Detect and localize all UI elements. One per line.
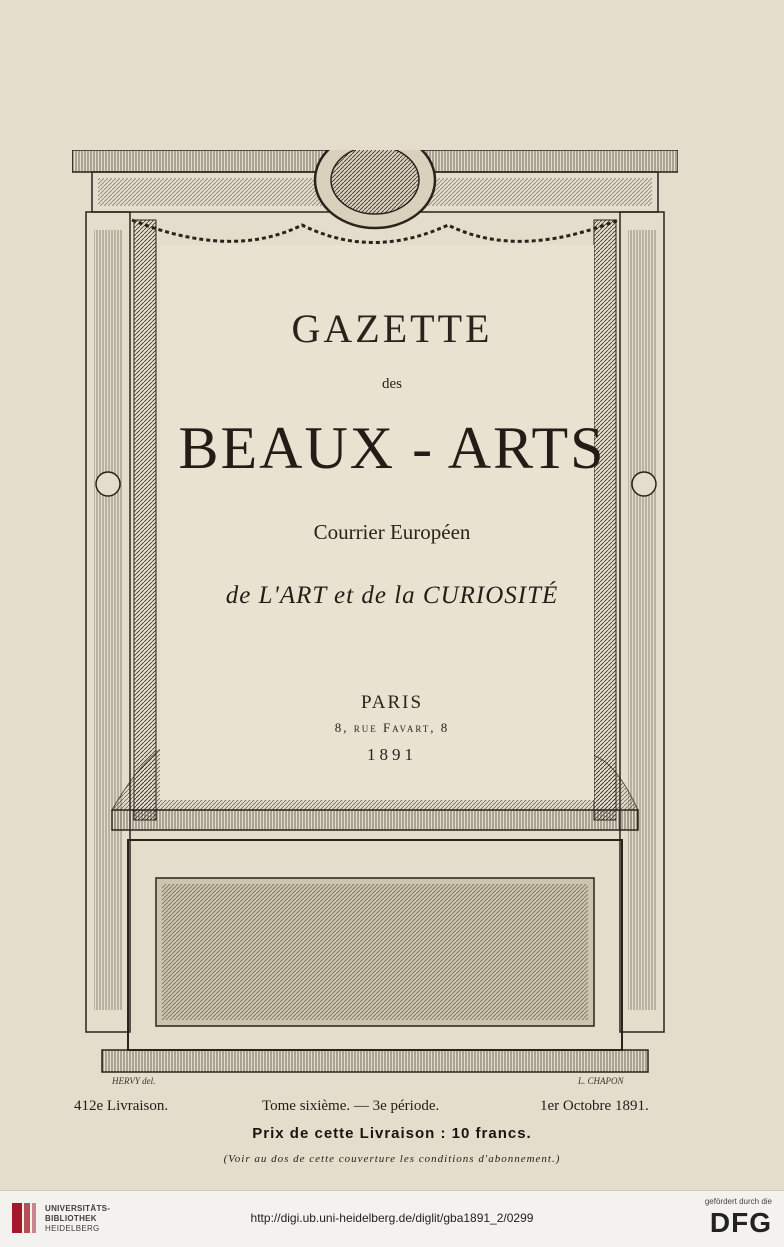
livraison-number: 412e Livraison.	[74, 1098, 169, 1114]
permalink-url[interactable]: http://digi.ub.uni-heidelberg.de/diglit/gba1891_2/0299	[250, 1211, 534, 1225]
issue-price: Prix de cette Livraison : 10 francs.	[252, 1125, 532, 1142]
dfg-funding-label: gefördert durch die	[704, 1197, 772, 1206]
artist-credit-right: L. CHAPON	[578, 1076, 624, 1086]
artist-credit-left: HERVY del.	[112, 1076, 156, 1086]
dfg-logo: DFG	[709, 1207, 772, 1238]
tome-period: Tome sixième. — 3e période.	[262, 1098, 440, 1114]
uni-name-line3: HEIDELBERG	[45, 1224, 100, 1233]
publication-year: 1891	[367, 745, 417, 764]
title-beaux-arts: BEAUX - ARTS	[178, 415, 606, 481]
issue-date: 1er Octobre 1891.	[540, 1098, 649, 1114]
uni-name-line1: UNIVERSITÄTS-	[45, 1204, 111, 1213]
publisher-city: PARIS	[360, 692, 424, 713]
subtitle-courrier: Courrier Européen	[313, 520, 471, 544]
title-gazette: GAZETTE	[291, 306, 493, 351]
subscription-note: (Voir au dos de cette couverture les conditions d'abonnement.)	[223, 1153, 561, 1165]
digital-library-footer	[0, 1190, 784, 1247]
title-des: des	[382, 376, 402, 392]
subtitle-art-curiosite: de L'ART et de la CURIOSITÉ	[225, 582, 559, 609]
uni-name-line2: BIBLIOTHEK	[45, 1214, 97, 1223]
publisher-address: 8, rue Favart, 8	[334, 720, 450, 735]
ornamental-frame	[72, 150, 678, 1075]
